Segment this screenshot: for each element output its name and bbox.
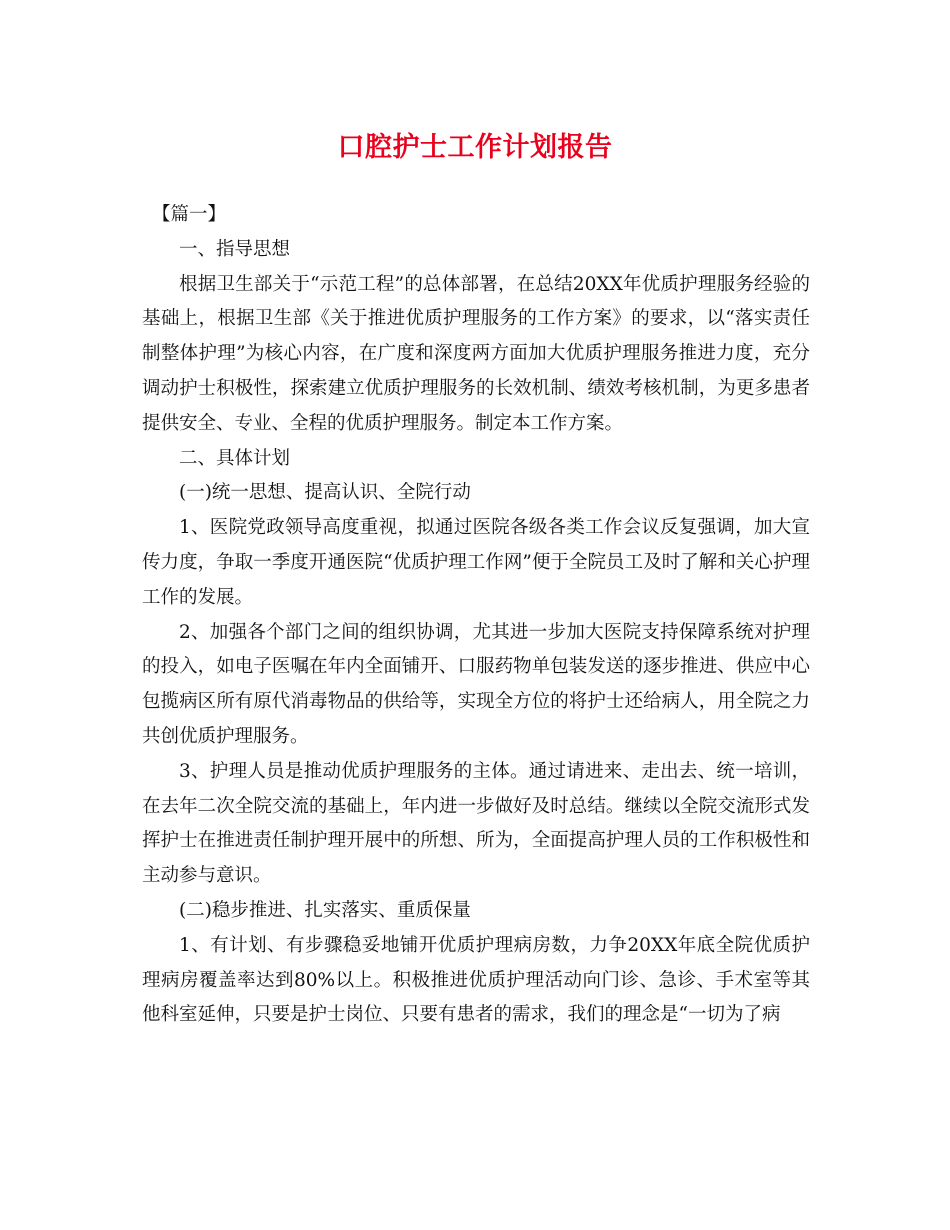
section-label: 【篇一】 bbox=[152, 204, 227, 225]
subheading-unify-thinking: (一)统一思想、提高认识、全院行动 bbox=[179, 482, 471, 504]
paragraph-item-4: 1、有计划、有步骤稳妥地铺开优质护理病房数，力争20XX年底全院优质护理病房覆盖率达到80%以上。积极推进优质护理活动向门诊、急诊、手术室等其他科室延伸，只要是护士岗位、只要有患者的需求，我们的理念是“一切为了病 bbox=[142, 934, 810, 1026]
paragraph-item-3: 3、护理人员是推动优质护理服务的主体。通过请进来、走出去、统一培训，在去年二次全院交流的基础上，年内进一步做好及时总结。继续以全院交流形式发挥护士在推进责任制护理开展中的所想、所为，全面提高护理人员的工作积极性和主动参与意识。 bbox=[142, 760, 810, 887]
paragraph-item-1: 1、医院党政领导高度重视，拟通过医院各级各类工作会议反复强调，加大宣传力度，争取一季度开通医院“优质护理工作网”便于全院员工及时了解和关心护理工作的发展。 bbox=[142, 517, 810, 608]
document-body bbox=[142, 198, 810, 1033]
heading-guiding-ideology: 一、指导思想 bbox=[179, 238, 291, 260]
paragraph-guiding-ideology: 根据卫生部关于“示范工程”的总体部署，在总结20XX年优质护理服务经验的基础上，根据卫生部《关于推进优质护理服务的工作方案》的要求，以“落实责任制整体护理”为核心内容，在广度和深度两方面加大优质护理服务推进力度，充分调动护士积极性，探索建立优质护理服务的长效机制、绩效考核机制，为更多患者提供安全、专业、全程的优质护理服务。制定本工作方案。 bbox=[142, 273, 810, 434]
heading-specific-plan: 二、具体计划 bbox=[179, 447, 291, 469]
subheading-steady-progress: (二)稳步推进、扎实落实、重质保量 bbox=[179, 899, 471, 921]
paragraph-item-2: 2、加强各个部门之间的组织协调，尤其进一步加大医院支持保障系统对护理的投入，如电子医嘱在年内全面铺开、口服药物单包装发送的逐步推进、供应中心包揽病区所有原代消毒物品的供给等，实现全方位的将护士还给病人，用全院之力共创优质护理服务。 bbox=[142, 621, 810, 747]
document-title: 口腔护士工作计划报告 bbox=[337, 132, 613, 163]
